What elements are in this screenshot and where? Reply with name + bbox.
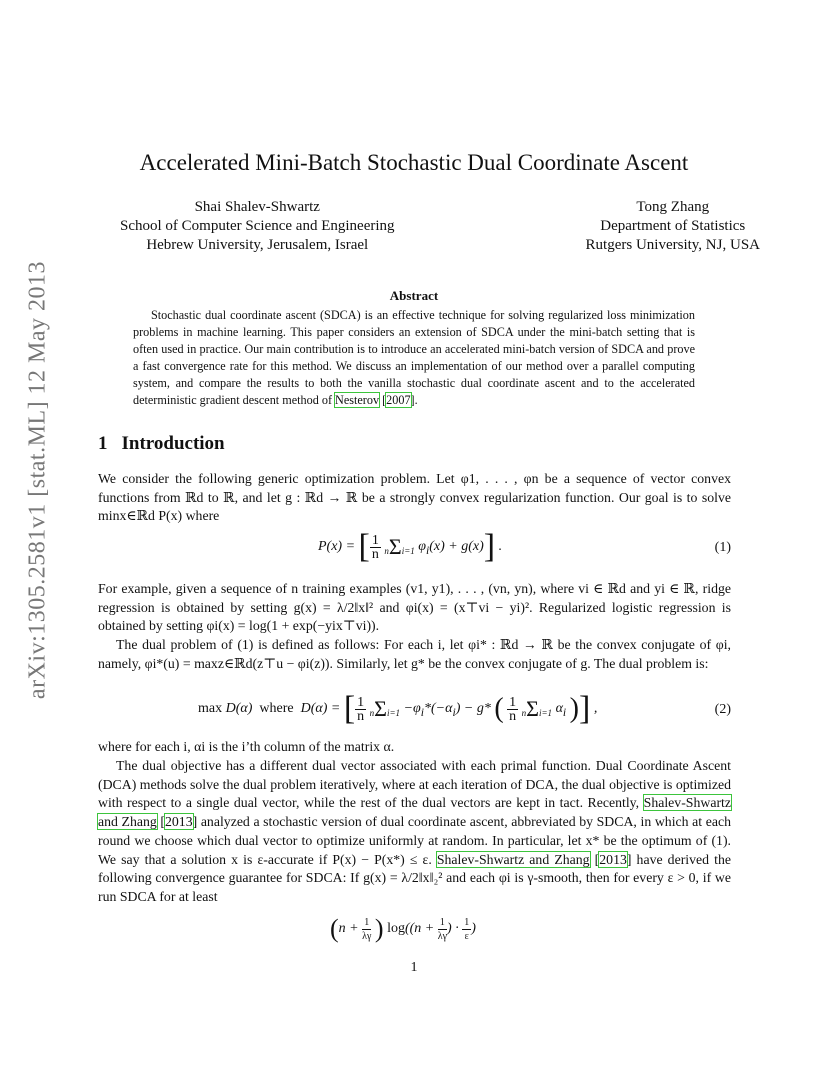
equation-2-math: max D(α) where D(α) = [ $\frac{1}{n}$ $n\Sigma i=1 -\varphi_i*(-\alpha_i) - g*$ ( $\frac{1}{n}$ nΣi=1 $\alpha_i$ )] , [198,690,598,727]
author-name: Shai Shalev-Shwartz [194,199,320,215]
equation-3 [98,914,731,946]
citation-link[interactable]: Shalev-Shwartz and Zhang [436,851,590,867]
equation-1-math: P(x) = [ $\frac{1}{n}$ nΣi=1 $\varphi_i(x) + g(x)$] . [318,528,503,565]
paragraph-4: where for each i, αi is the i’th column of the matrix α. [98,739,395,754]
section-number: 1 [98,433,108,454]
abstract-heading: Abstract [389,288,439,303]
equation-1 [98,528,731,574]
paragraph-2: For example, given a sequence of n training examples (v1, y1), . . . , (vn, yn), where vi ∈ ℝd and yi ∈ ℝ, ridge regression is obtained by setting g(x) = λ/2‖x‖² and φi(x) = (x⊤vi − yi)². Regularized logistic regression is obtained by setting φi(x) = log(1 + exp(−yix⊤vi)). [98,581,731,634]
author-1 [120,198,395,255]
equation-2 [98,688,731,738]
paragraph-3: The dual problem of (1) is defined as follows: For each i, let φi* : ℝd → ℝ be the convex conjugate of φi, namely, φi*(u) = maxz∈ℝd(z⊤u − φi(z)). Similarly, let g* be the convex conjugate of g. The dual problem is: [98,637,731,671]
author-dept: School of Computer Science and Engineering [120,218,395,234]
author-dept: Department of Statistics [600,218,746,234]
citation-year-link[interactable]: 2013 [165,814,193,830]
section-title: Introduction [121,433,225,454]
author-inst: Hebrew University, Jerusalem, Israel [146,237,369,253]
citation-year-link[interactable]: 2013 [599,851,627,867]
author-inst: Rutgers University, NJ, USA [585,237,760,253]
paragraph-1: We consider the following generic optimization problem. Let φ1, . . . , φn be a sequence of vector convex functions from ℝd to ℝ, and let g : ℝd → ℝ be a strongly convex regularization function. Our goal is to solve minx∈ℝd P(x) where [98,471,731,524]
section-heading [98,433,225,455]
equation-3-math: (n + $\frac{1}{\lambda\gamma}$ ) log((n + $\frac{1}{\lambda\gamma}$ ) · $\frac{1}{\varepsilon}$ ) [330,914,476,943]
author-name: Tong Zhang [636,199,710,215]
citation-link[interactable]: Nesterov [335,393,380,407]
page-number: 1 [410,960,418,975]
abstract-body: Stochastic dual coordinate ascent (SDCA) is an effective technique for solving regularized loss minimization problems in machine learning. This paper considers an extension of SDCA under the mini-batch setting that is often used in practice. Our main contribution is to introduce an accelerated mini-batch version of SDCA and prove a fast convergence rate for this method. We discuss an implementation of our method over a parallel computing system, and compare the results to both the vanilla stochastic dual coordinate ascent and to the accelerated deterministic gradient descent method of Nesterov [2007]. [133,308,695,407]
paragraph-5-part-a: The dual objective has a different dual vector associated with each primal function. Dual Coordinate Ascent (DCA) methods solve the dual problem iteratively, where at each iteration of DCA, the dual objective is optimized with respect to a single dual vector, while the rest of the dual vectors are kept in tact. Recently, [98,758,731,811]
paper-title: Accelerated Mini-Batch Stochastic Dual Coordinate Ascent [139,150,689,175]
arxiv-identifier-sidebar [18,260,58,700]
equation-1-label: (1) [714,540,731,555]
paragraph-5: The dual objective has a different dual vector associated with each primal function. Dual Coordinate Ascent (DCA) methods solve the dual problem iteratively, where at each iteration of DCA, the dual objective is optimized with respect to a single dual vector, while the rest of the dual vectors are kept in tact. Recently, Shalev-Shwartz and Zhang [2013] analyzed a stochastic version of dual coordinate ascent, abbreviated by SDCA, in which at each round we choose which dual vector to optimize uniformly at random. In particular, let x* be the optimum of (1). We say that a solution x is ε-accurate if P(x) − P(x*) ≤ ε. Shalev-Shwartz and Zhang [2013] have derived the following convergence guarantee for SDCA: If g(x) = λ/2‖x‖₂² and each φi is γ-smooth, then for every ε > 0, if we run SDCA for at least [98,758,732,904]
paragraph-5-part-c: have derived the following convergence guarantee for SDCA: If g(x) = λ/2‖x‖₂² and each φi is γ-smooth, then for every ε > 0, if we run SDCA for at least [98,851,731,904]
abstract-text: Stochastic dual coordinate ascent (SDCA) is an effective technique for solving regularized loss minimization problems in machine learning. This paper considers an extension of SDCA under the mini-batch setting that is often used in practice. Our main contribution is to introduce an accelerated mini-batch version of SDCA and prove a fast convergence rate for this method. We discuss an implementation of our method over a parallel computing system, and compare the results to both the vanilla stochastic dual coordinate ascent and to the accelerated deterministic gradient descent method of [133,308,695,407]
author-block [120,198,760,255]
author-2 [586,198,760,255]
equation-2-label: (2) [714,702,731,717]
citation-link[interactable]: Shalev-Shwartz and Zhang [98,795,731,830]
citation-year-link[interactable]: 2007 [386,393,411,407]
paragraph-5-part-b: analyzed a stochastic version of dual coordinate ascent, abbreviated by SDCA, in which at each round we choose which dual vector to optimize uniformly at random. In particular, let x* be the optimum of (1). We say that a solution x is ε-accurate if P(x) − P(x*) ≤ ε. [98,814,732,867]
arxiv-id: arXiv:1305.2581v1 [stat.ML] 12 May 2013 [24,260,51,700]
